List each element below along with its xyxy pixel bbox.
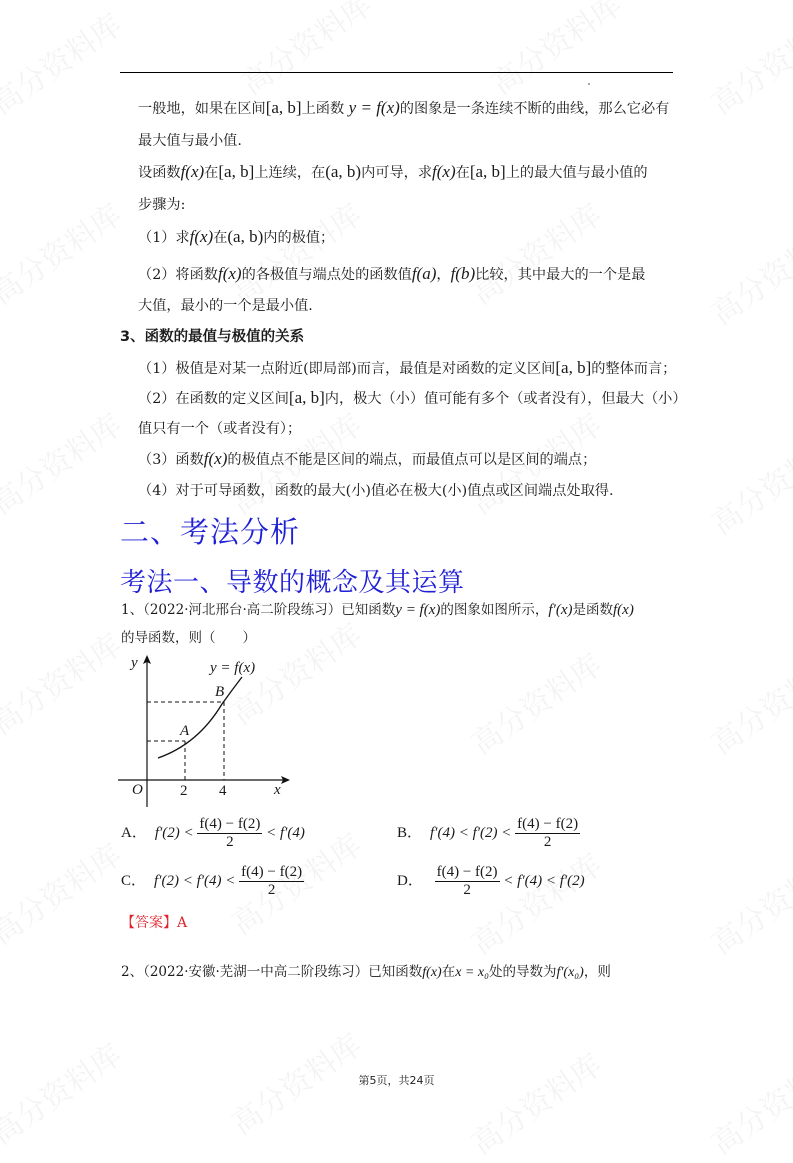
stray-dot xyxy=(588,83,590,85)
tick-4: 4 xyxy=(219,783,227,799)
graph-svg xyxy=(118,652,298,812)
answer-label: 【答案】A xyxy=(121,915,188,931)
watermark xyxy=(461,1041,609,1163)
section-3-title: 3、函数的最值与极值的关系 xyxy=(120,329,305,345)
watermark xyxy=(0,1,129,123)
watermark xyxy=(231,0,379,103)
question-1-line-1: 1、（2022·河北邢台·高二阶段练习）已知函数y = f(x)的图象如图所示，f′(x)是函数f(x) xyxy=(121,602,634,618)
watermark xyxy=(0,1031,129,1153)
curve-label: y = f(x) xyxy=(210,660,256,676)
watermark xyxy=(0,831,129,953)
x-axis-label: x xyxy=(274,782,281,798)
step-2-line-2: 大值，最小的一个是最小值. xyxy=(138,298,313,314)
option-c[interactable]: C． f′(2) < f′(4) < $\frac{f(4) - f(2)}{2}$ xyxy=(121,864,303,898)
tick-2: 2 xyxy=(180,783,188,799)
heading-main: 二、考法分析 xyxy=(120,515,301,549)
origin-label: O xyxy=(132,782,143,798)
watermark xyxy=(481,0,629,103)
watermark xyxy=(461,191,609,313)
watermark xyxy=(701,421,793,543)
intro-line-1: 一般地，如果在区间[a, b]上函数 y = f(x)的图象是一条连续不断的曲线，那么它必有 xyxy=(138,98,670,117)
option-b[interactable]: B． f′(4) < f′(2) < $\frac{f(4) - f(2)}{2}$ xyxy=(397,816,579,850)
steps-intro-line-1: 设函数f(x)在[a, b]上连续，在(a, b)内可导，求f(x)在[a, b]上的最大值与最小值的 xyxy=(138,162,648,181)
point-b-label: B xyxy=(215,684,225,700)
watermark xyxy=(0,621,129,743)
relation-item-1: （1）极值是对某一点附近(即局部)而言，最值是对函数的定义区间[a, b]的整体而言； xyxy=(138,358,677,377)
watermark xyxy=(701,211,793,333)
step-2: （2）将函数f(x)的各极值与端点处的函数值f(a)，f(b)比较，其中最大的一个是最 xyxy=(138,264,646,283)
relation-item-2: （2）在函数的定义区间[a, b]内，极大（小）值可能有多个（或者没有），但最大（小） xyxy=(138,388,687,407)
point-a-label: A xyxy=(180,723,190,739)
intro-line-2: 最大值与最小值. xyxy=(138,133,242,149)
watermark xyxy=(701,841,793,963)
question-2-line-1: 2、（2022·安徽·芜湖一中高二阶段练习）已知函数f(x)在x = x₀处的导数为f′(x₀)，则 xyxy=(121,964,611,980)
option-a[interactable]: A． f′(2) < $\frac{f(4) - f(2)}{2}$ < f′(4) xyxy=(121,816,305,850)
steps-intro-line-2: 步骤为: xyxy=(138,197,186,213)
watermark xyxy=(701,1041,793,1163)
watermark xyxy=(461,641,609,763)
watermark xyxy=(701,641,793,763)
step-1: （1）求f(x)在(a, b)内的极值； xyxy=(138,227,335,246)
option-d[interactable]: D． $\frac{f(4) - f(2)}{2}$ < f′(4) < f′(2) xyxy=(397,864,585,898)
watermark xyxy=(701,1,793,123)
relation-item-3: （3）函数f(x)的极值点不能是区间的端点，而最值点可以是区间的端点； xyxy=(138,449,597,468)
relation-item-2-line-2: 值只有一个（或者没有）； xyxy=(138,421,302,437)
watermark xyxy=(0,401,129,523)
watermark xyxy=(0,191,129,313)
watermark xyxy=(461,841,609,963)
function-graph xyxy=(118,652,298,812)
watermark xyxy=(221,191,369,313)
page-footer: 第5页，共24页 xyxy=(358,1074,435,1087)
heading-sub: 考法一、导数的概念及其运算 xyxy=(120,568,465,598)
relation-item-4: （4）对于可导函数，函数的最大(小)值必在极大(小)值点或区间端点处取得. xyxy=(138,483,614,499)
question-1-line-2: 的导函数，则（ ） xyxy=(121,630,256,646)
y-axis-label: y xyxy=(131,655,138,671)
header-rule xyxy=(120,72,673,73)
